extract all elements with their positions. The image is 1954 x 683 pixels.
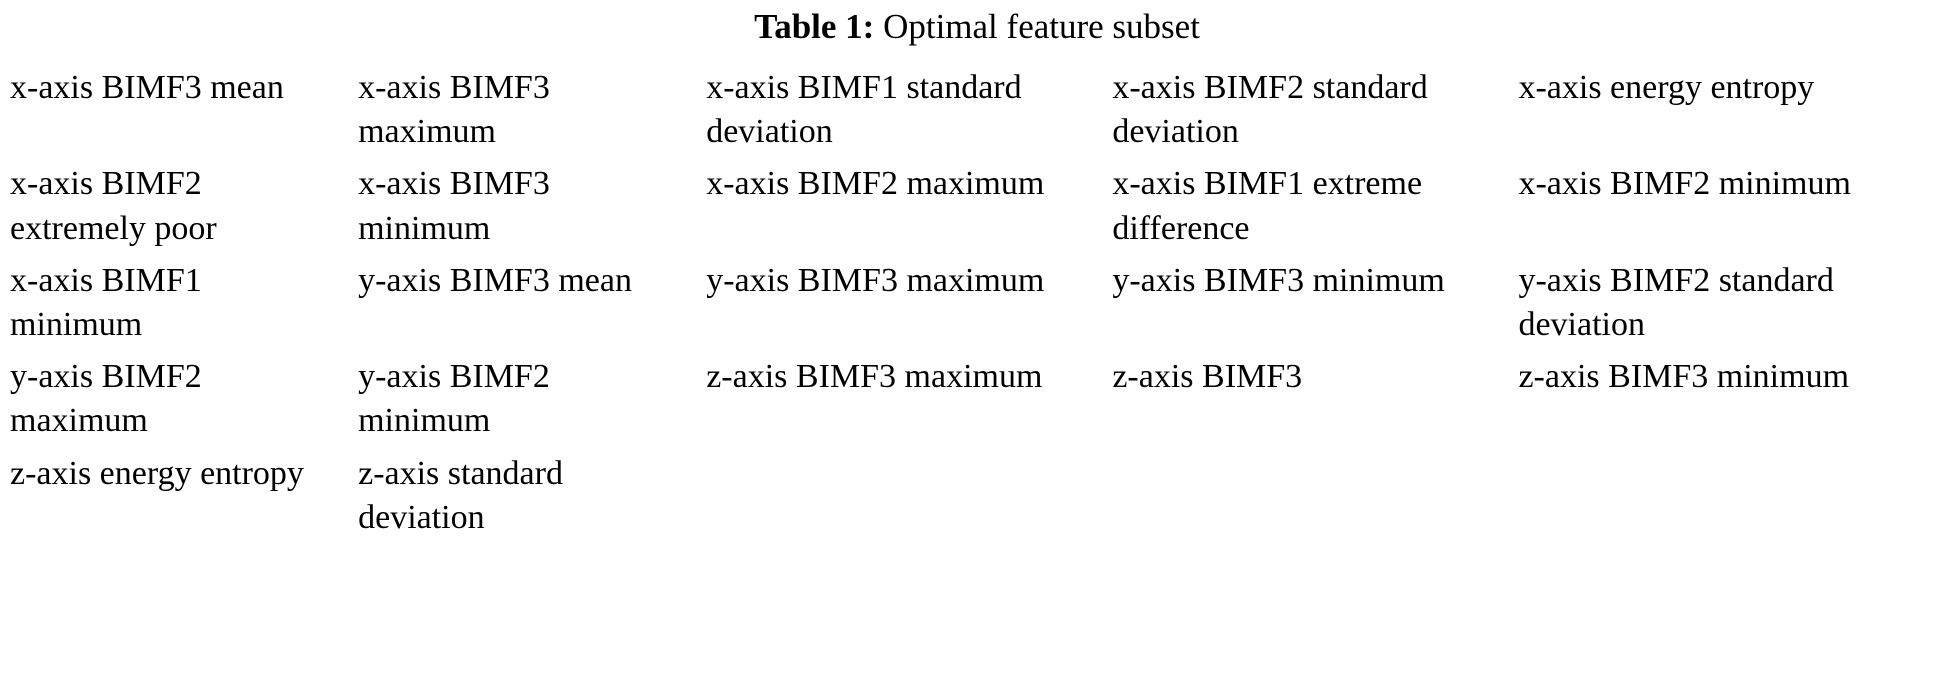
table-cell-text: x-axis BIMF1 extreme difference: [1112, 165, 1423, 247]
table-cell-text: y-axis BIMF2 maximum: [10, 358, 202, 440]
table-cell-text: x-axis BIMF1 standard deviation: [706, 69, 1022, 151]
table-cell: [358, 351, 706, 447]
table-cell: [706, 62, 1112, 158]
table-cell-text: z-axis BIMF3: [1112, 358, 1303, 396]
table-cell: [358, 448, 706, 544]
table-cell: [358, 62, 706, 158]
table-cell: [10, 448, 358, 544]
table-cell: [358, 158, 706, 254]
table-cell-text: x-axis BIMF3 maximum: [358, 69, 550, 151]
table-cell: [1112, 62, 1518, 158]
table-caption-label: Table 1:: [754, 7, 875, 46]
table-cell-text: x-axis BIMF2 maximum: [706, 165, 1045, 203]
table-cell-text: z-axis BIMF3 minimum: [1518, 358, 1850, 396]
table-rule: [706, 544, 1112, 558]
table-cell-text: z-axis BIMF3 maximum: [706, 358, 1043, 396]
table-cell: [1112, 351, 1518, 447]
table-row: [10, 158, 1944, 254]
table-cell: [10, 62, 358, 158]
table-cell: [10, 351, 358, 447]
table-rule: [10, 544, 358, 558]
table-cell-text: x-axis energy entropy: [1518, 69, 1815, 106]
table-cell-text: y-axis BIMF2 minimum: [358, 358, 550, 440]
table-cell-text: z-axis energy entropy: [10, 454, 304, 492]
table-cell-text: x-axis BIMF2 minimum: [1518, 165, 1851, 203]
table-cell: [706, 351, 1112, 447]
table-cell: [706, 255, 1112, 351]
table-cell-text: x-axis BIMF1 minimum: [10, 261, 202, 343]
table-cell: [358, 255, 706, 351]
table-cell: [1112, 255, 1518, 351]
table-cell: [1518, 62, 1944, 158]
table-cell: [1518, 255, 1944, 351]
table-cell-text: y-axis BIMF3 minimum: [1112, 261, 1445, 299]
table-rule: [358, 544, 706, 558]
table-cell-text: x-axis BIMF3 mean: [10, 69, 284, 106]
table-cell-text: x-axis BIMF3 minimum: [358, 165, 550, 247]
table-bottom-rule-row: [10, 544, 1944, 558]
table-cell-text: x-axis BIMF2 standard deviation: [1112, 69, 1428, 151]
table-row: [10, 448, 1944, 544]
table-caption-text: Optimal feature subset: [883, 7, 1200, 46]
table-cell: [1518, 448, 1944, 544]
table-cell-text: y-axis BIMF2 standard deviation: [1518, 261, 1834, 343]
table-cell: [1518, 351, 1944, 447]
table-cell: [10, 158, 358, 254]
table-cell: [706, 158, 1112, 254]
table-cell: [10, 255, 358, 351]
table-cell-text: z-axis standard deviation: [358, 454, 563, 536]
table-header-row: [10, 62, 1944, 158]
table-cell-text: x-axis BIMF2 extremely poor: [10, 165, 217, 247]
table-cell: [1112, 448, 1518, 544]
table-row: [10, 351, 1944, 447]
table-caption: [10, 0, 1944, 62]
table-cell-text: y-axis BIMF3 mean: [358, 261, 632, 299]
table-cell: [1112, 158, 1518, 254]
table-cell: [706, 448, 1112, 544]
table-rule: [1518, 544, 1944, 558]
table-cell-text: y-axis BIMF3 maximum: [706, 261, 1045, 299]
table-row: [10, 255, 1944, 351]
table-rule: [1112, 544, 1518, 558]
table-cell: [1518, 158, 1944, 254]
optimal-feature-subset-table: [10, 62, 1944, 558]
